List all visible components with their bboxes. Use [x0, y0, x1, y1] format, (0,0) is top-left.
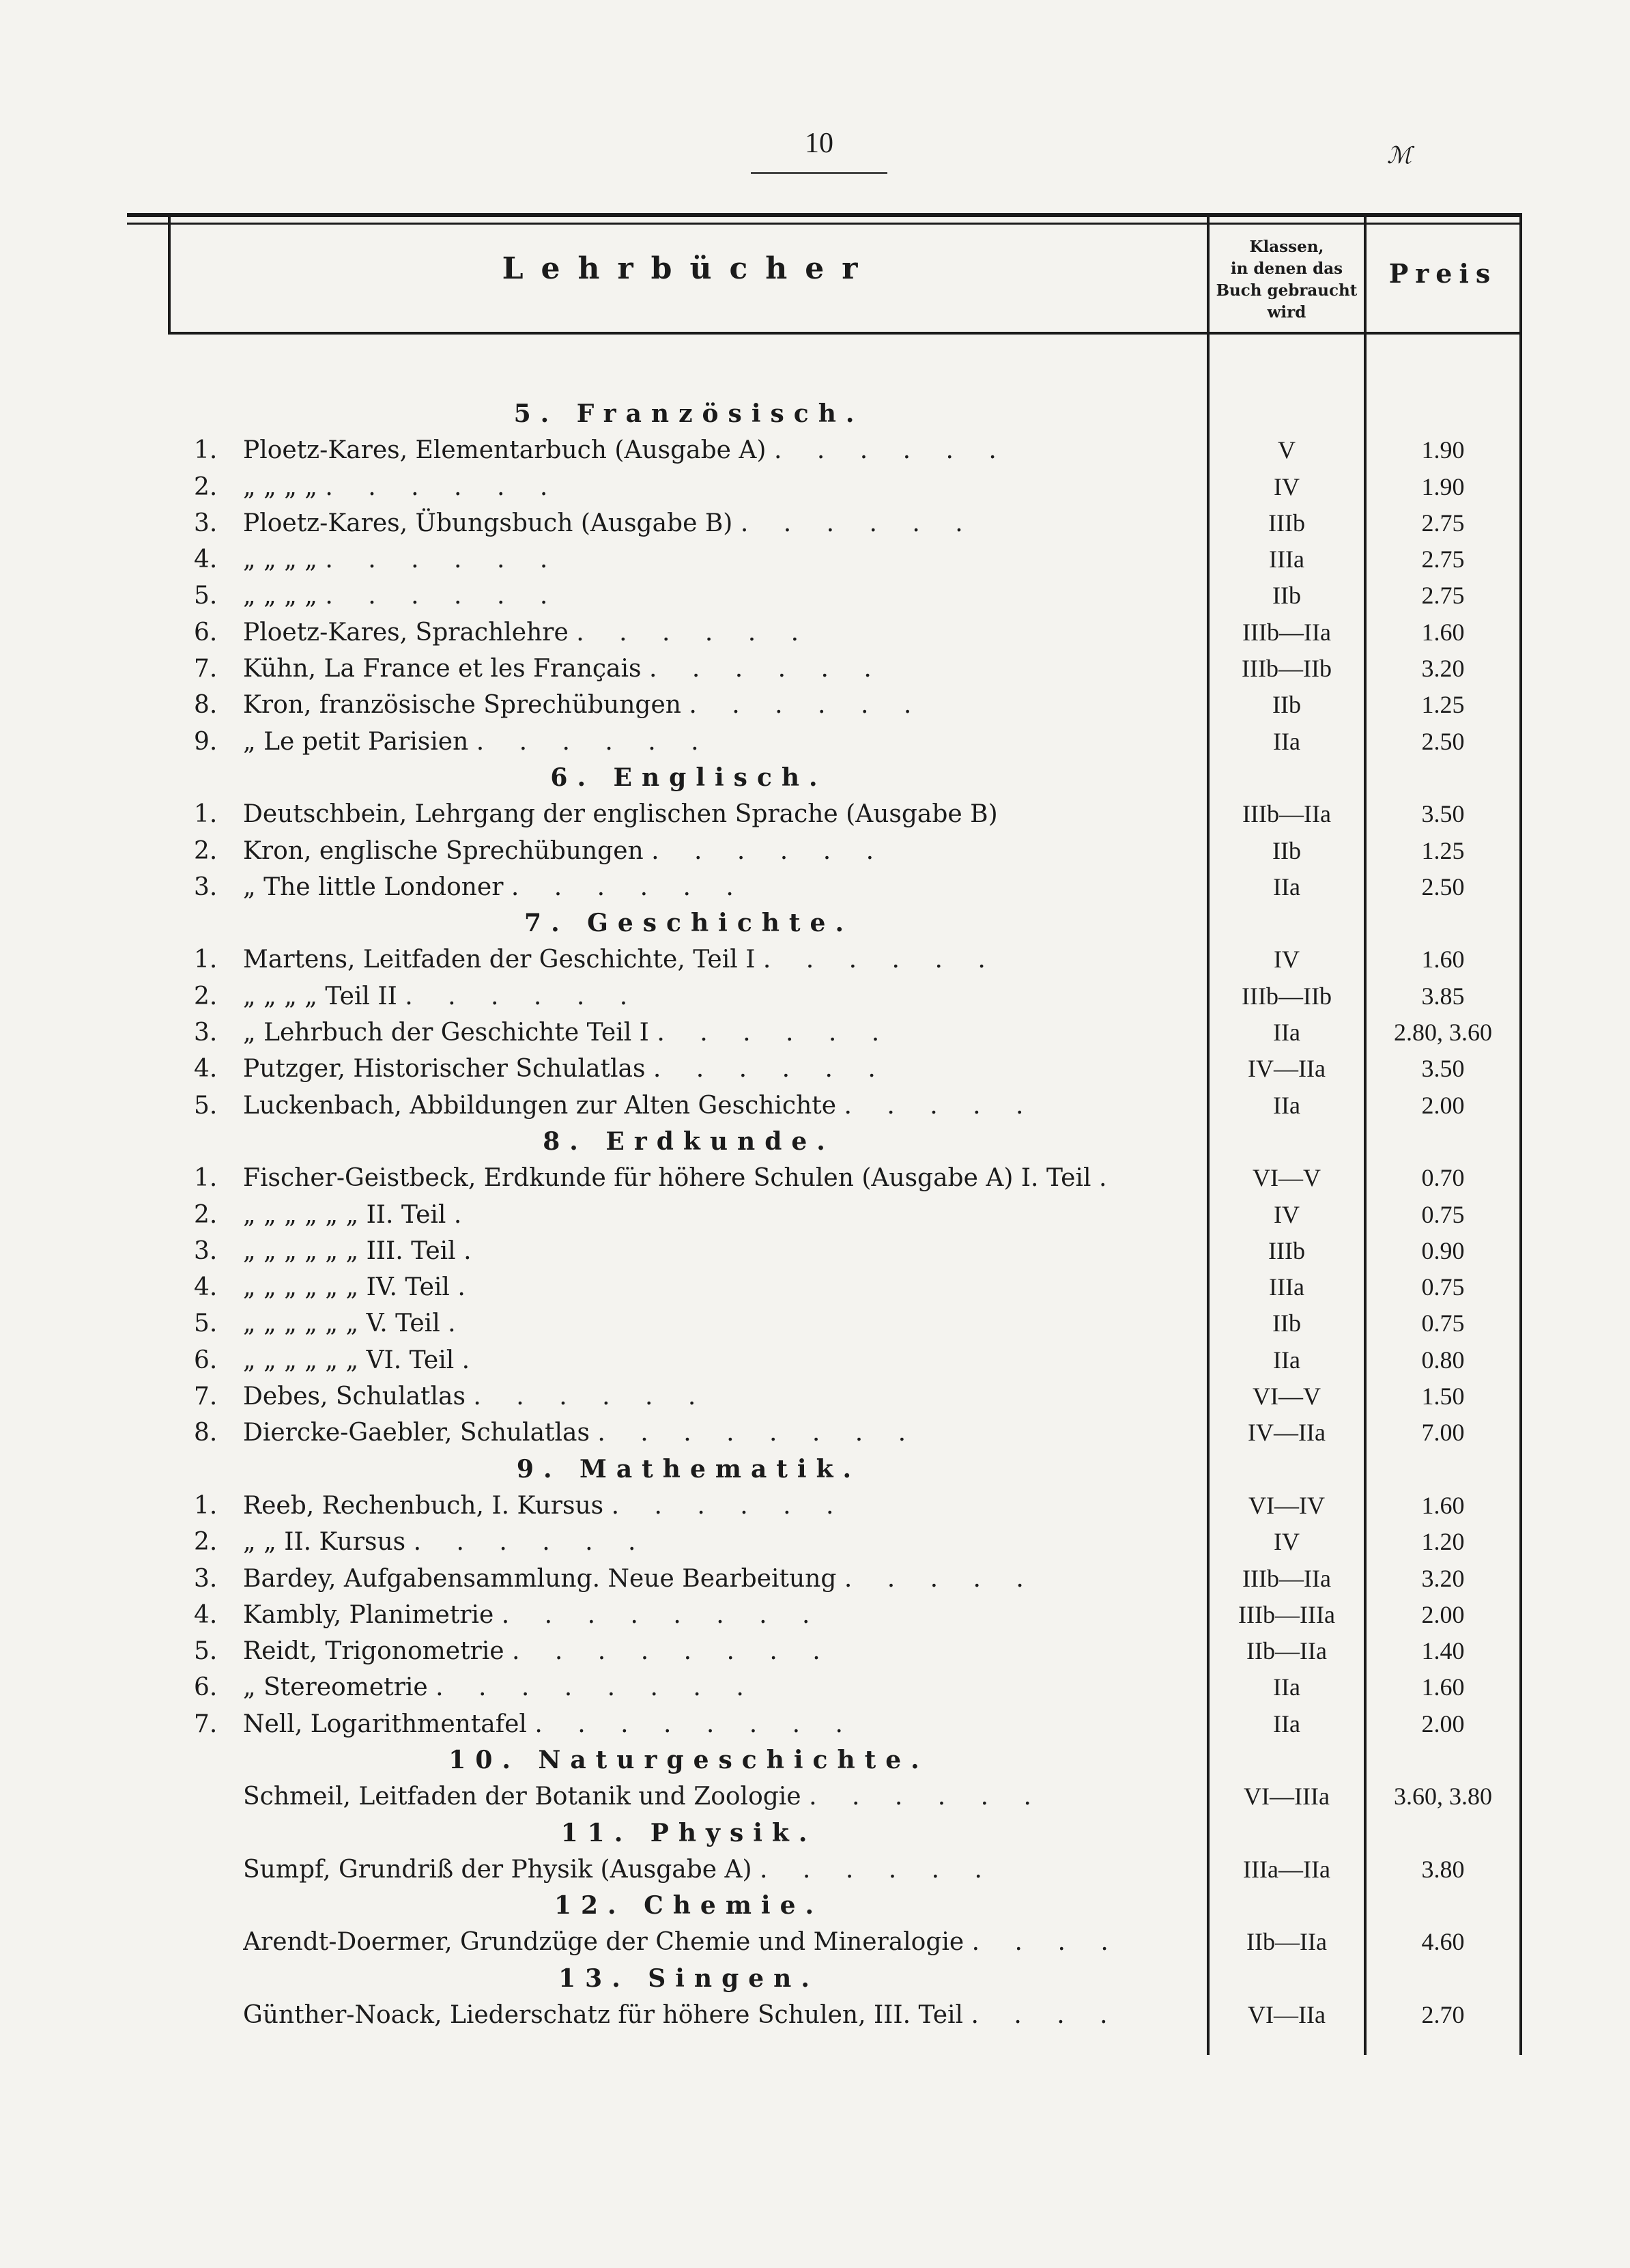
- book-title-cell: [243, 1197, 1199, 1233]
- klassen-cell: IV: [1274, 472, 1300, 500]
- currency-mark: ℳ: [1386, 142, 1412, 169]
- price-cell: 2.50: [1421, 873, 1465, 901]
- row-number: 5.: [194, 1637, 218, 1666]
- section-title: 6. Englisch.: [550, 763, 827, 792]
- book-title: „ „ „ „ „ „ IV. Teil: [243, 1273, 450, 1302]
- price-cell: 1.60: [1421, 618, 1465, 646]
- book-title: Ploetz-Kares, Sprachlehre: [243, 618, 569, 647]
- book-title-cell: [243, 432, 1199, 468]
- table-row: [127, 724, 1522, 760]
- table-row: [127, 1160, 1522, 1196]
- price-cell: 0.80: [1421, 1346, 1465, 1374]
- leader-dots: . . . . . .: [740, 509, 977, 537]
- leader-dots: . . . . .: [844, 1091, 1038, 1120]
- table-row: [127, 1015, 1522, 1051]
- klassen-cell: VI—V: [1253, 1164, 1321, 1192]
- book-title: „ „ „ „ „ „ III. Teil: [243, 1236, 456, 1265]
- table-row: [127, 1778, 1522, 1815]
- table-row: [127, 1997, 1522, 2033]
- book-title-cell: [243, 1633, 1199, 1669]
- price-cell: 2.00: [1421, 1710, 1465, 1738]
- price-cell: 1.40: [1421, 1637, 1465, 1665]
- row-number: 4.: [194, 1055, 218, 1083]
- book-title-cell: [243, 869, 1199, 905]
- table-top-rule-thin: [127, 223, 1522, 225]
- table-row: [127, 978, 1522, 1015]
- leader-dots: . . . . . .: [576, 618, 813, 647]
- section-heading: [127, 1451, 1522, 1488]
- row-number: 3.: [194, 1236, 218, 1265]
- book-title: „ „ „ „ „ „ V. Teil: [243, 1309, 440, 1338]
- price-cell: 2.50: [1421, 727, 1465, 755]
- section-heading: [127, 1815, 1522, 1852]
- section-heading: [127, 760, 1522, 796]
- book-title-cell: [243, 614, 1199, 651]
- book-title: Bardey, Aufgabensammlung. Neue Bearbeitung: [243, 1564, 837, 1593]
- klassen-cell: IIIb—IIa: [1242, 1564, 1331, 1592]
- leader-dots: . . . . . .: [760, 1855, 996, 1884]
- price-cell: 2.00: [1421, 1091, 1465, 1119]
- page-number: 10: [805, 128, 833, 159]
- price-cell: 0.70: [1421, 1164, 1465, 1192]
- row-number: 4.: [194, 545, 218, 574]
- price-cell: 1.25: [1421, 691, 1465, 719]
- row-number: 7.: [194, 1710, 218, 1738]
- price-cell: 1.50: [1421, 1383, 1465, 1411]
- book-title-cell: [243, 1669, 1199, 1705]
- leader-dots: . . . . . .: [511, 873, 747, 901]
- page-number-rule: [751, 172, 887, 174]
- section-title: 8. Erdkunde.: [543, 1126, 835, 1156]
- price-cell: 0.75: [1421, 1200, 1465, 1228]
- row-number: 1.: [194, 1164, 218, 1193]
- book-title: „ „ „ „: [243, 545, 317, 574]
- table-row: [127, 1233, 1522, 1269]
- row-number: 2.: [194, 472, 218, 501]
- table-row: [127, 1669, 1522, 1705]
- klassen-cell: IIa: [1273, 1346, 1300, 1374]
- leader-dots: . . . . . .: [657, 1019, 893, 1047]
- klassen-cell: IV: [1274, 1528, 1300, 1556]
- table-row: [127, 651, 1522, 687]
- leader-dots: . . . . . .: [648, 655, 885, 683]
- price-cell: 1.20: [1421, 1528, 1465, 1556]
- section-title: 12. Chemie.: [554, 1891, 824, 1920]
- row-number: 1.: [194, 1491, 218, 1520]
- book-title: Schmeil, Leitfaden der Botanik und Zoologie: [243, 1783, 801, 1811]
- table-row: [127, 1852, 1522, 1888]
- book-title: Luckenbach, Abbildungen zur Alten Geschichte: [243, 1091, 837, 1120]
- klassen-cell: IIIa: [1269, 545, 1304, 573]
- section-heading: [127, 396, 1522, 432]
- leader-dots: .: [448, 1309, 470, 1338]
- leader-dots: . . . . . .: [653, 1055, 889, 1083]
- klassen-cell: IV—IIa: [1248, 1055, 1326, 1083]
- book-title-cell: [243, 833, 1199, 869]
- book-title: Kühn, La France et les Français: [243, 655, 642, 683]
- klassen-cell: IIb: [1272, 1309, 1301, 1337]
- klassen-cell: IV: [1274, 1200, 1300, 1228]
- table-row: [127, 796, 1522, 832]
- leader-dots: . . . . .: [844, 1564, 1038, 1593]
- leader-dots: . . . . . .: [773, 436, 1010, 465]
- book-title-cell: [243, 687, 1199, 723]
- leader-dots: . . . . . .: [651, 836, 888, 865]
- book-title: Fischer-Geistbeck, Erdkunde für höhere Schulen (Ausgabe A) I. Teil: [243, 1164, 1091, 1193]
- leader-dots: . . . . . .: [476, 727, 713, 756]
- leader-dots: .: [457, 1273, 479, 1302]
- table-row: [127, 578, 1522, 614]
- leader-dots: . . . . . .: [809, 1783, 1045, 1811]
- book-title: Debes, Schulatlas: [243, 1383, 466, 1411]
- price-cell: 1.60: [1421, 1673, 1465, 1701]
- row-number: 3.: [194, 509, 218, 537]
- book-title-cell: [243, 1305, 1199, 1342]
- price-cell: 1.90: [1421, 472, 1465, 500]
- klassen-cell: IIIb: [1268, 509, 1305, 537]
- price-cell: 1.60: [1421, 1491, 1465, 1519]
- book-title-cell: [243, 1561, 1199, 1597]
- price-cell: 1.60: [1421, 946, 1465, 974]
- header-preis: Preis: [1388, 258, 1498, 289]
- klassen-cell: IIIb—IIa: [1242, 618, 1331, 646]
- klassen-cell: IIb—IIa: [1246, 1928, 1327, 1956]
- book-title: Reeb, Rechenbuch, I. Kursus: [243, 1491, 604, 1520]
- section-title: 10. Naturgeschichte.: [448, 1745, 929, 1774]
- book-title-cell: [243, 1088, 1199, 1124]
- klassen-cell: VI—IIa: [1248, 2001, 1326, 2029]
- book-title-cell: [243, 1706, 1199, 1742]
- book-title-cell: [243, 1997, 1199, 2033]
- table-row: [127, 1342, 1522, 1378]
- price-cell: 7.00: [1421, 1419, 1465, 1447]
- leader-dots: . . . . . . . .: [435, 1673, 758, 1702]
- leader-dots: .: [463, 1236, 485, 1265]
- book-title-cell: [243, 978, 1199, 1015]
- price-cell: 0.75: [1421, 1273, 1465, 1301]
- leader-dots: . . . . . .: [689, 691, 926, 720]
- book-title: Ploetz-Kares, Elementarbuch (Ausgabe A): [243, 436, 767, 465]
- row-number: 2.: [194, 982, 218, 1010]
- price-cell: 2.75: [1421, 582, 1465, 610]
- row-number: 9.: [194, 727, 218, 756]
- price-cell: 1.90: [1421, 436, 1465, 464]
- table-row: [127, 1924, 1522, 1960]
- table-row: [127, 505, 1522, 541]
- book-title: „ „ II. Kursus: [243, 1528, 406, 1557]
- leader-dots: . . . . . . . .: [534, 1710, 857, 1738]
- price-cell: 3.80: [1421, 1855, 1465, 1883]
- row-number: 1.: [194, 946, 218, 974]
- row-number: 5.: [194, 1309, 218, 1338]
- book-title-cell: [243, 1269, 1199, 1305]
- table-row: [127, 469, 1522, 505]
- book-title: Nell, Logarithmentafel: [243, 1710, 527, 1738]
- leader-dots: . . . . . .: [413, 1528, 650, 1557]
- header-klassen-line: Buch gebraucht: [1216, 281, 1358, 300]
- book-title: „ Le petit Parisien: [243, 727, 469, 756]
- row-number: 6.: [194, 1346, 218, 1374]
- leader-dots: . . . .: [971, 2001, 1121, 2030]
- row-number: 7.: [194, 1383, 218, 1411]
- book-title-cell: [243, 1051, 1199, 1087]
- leader-dots: .: [1098, 1164, 1121, 1193]
- klassen-cell: IV: [1274, 946, 1300, 974]
- header-klassen: [1210, 236, 1364, 324]
- book-title: „ „ „ „: [243, 582, 317, 610]
- book-title: „ „ „ „ „ „ VI. Teil: [243, 1346, 455, 1374]
- row-number: 3.: [194, 1019, 218, 1047]
- klassen-cell: IIb: [1272, 582, 1301, 610]
- price-cell: 3.85: [1421, 982, 1465, 1010]
- table-top-rule: [127, 213, 1522, 217]
- book-title: Kron, französische Sprechübungen: [243, 691, 681, 720]
- header-lehrbuecher: Lehrbücher: [502, 251, 876, 286]
- book-title-cell: [243, 796, 1199, 832]
- price-cell: 3.20: [1421, 655, 1465, 683]
- leader-dots: . . . . . . . .: [597, 1419, 920, 1447]
- book-title: „ „ „ „ Teil II: [243, 982, 397, 1010]
- price-cell: 3.50: [1421, 1055, 1465, 1083]
- book-title-cell: [243, 1924, 1199, 1960]
- klassen-cell: IIa: [1273, 727, 1300, 755]
- klassen-cell: VI—IV: [1248, 1491, 1325, 1519]
- klassen-cell: IIIa: [1269, 1273, 1304, 1301]
- row-number: 3.: [194, 873, 218, 901]
- price-cell: 2.70: [1421, 2001, 1465, 2029]
- row-number: 3.: [194, 1564, 218, 1593]
- row-number: 6.: [194, 1673, 218, 1702]
- table-row: [127, 614, 1522, 651]
- book-title-cell: [243, 505, 1199, 541]
- book-title-cell: [243, 469, 1199, 505]
- book-title: Diercke-Gaebler, Schulatlas: [243, 1419, 590, 1447]
- section-title: 5. Französisch.: [513, 399, 864, 428]
- section-heading: [127, 905, 1522, 941]
- row-number: 1.: [194, 800, 218, 829]
- table-body: [127, 396, 1522, 2033]
- leader-dots: .: [453, 1200, 476, 1229]
- table-row: [127, 1561, 1522, 1597]
- book-title-cell: [243, 941, 1199, 978]
- klassen-cell: IIa: [1273, 1710, 1300, 1738]
- table-row: [127, 1378, 1522, 1415]
- section-title: 13. Singen.: [558, 1964, 819, 1993]
- klassen-cell: VI—V: [1253, 1383, 1321, 1411]
- book-title-cell: [243, 1524, 1199, 1560]
- header-klassen-line: wird: [1267, 303, 1306, 322]
- book-title-cell: [243, 1342, 1199, 1378]
- section-heading: [127, 1124, 1522, 1160]
- book-title-cell: [243, 1597, 1199, 1633]
- leader-dots: .: [461, 1346, 484, 1374]
- table-row: [127, 1415, 1522, 1451]
- row-number: 2.: [194, 1200, 218, 1229]
- book-title-cell: [243, 541, 1199, 578]
- book-title: Putzger, Historischer Schulatlas: [243, 1055, 646, 1083]
- row-number: 2.: [194, 836, 218, 865]
- klassen-cell: IIa: [1273, 873, 1300, 901]
- book-title: Martens, Leitfaden der Geschichte, Teil I: [243, 946, 756, 974]
- book-title: Kambly, Planimetrie: [243, 1600, 494, 1629]
- klassen-cell: IIb—IIa: [1246, 1637, 1327, 1665]
- table-row: [127, 1197, 1522, 1233]
- book-title-cell: [243, 651, 1199, 687]
- book-title-cell: [243, 578, 1199, 614]
- row-number: 1.: [194, 436, 218, 465]
- table-row: [127, 1488, 1522, 1524]
- table-row: [127, 1051, 1522, 1087]
- klassen-cell: IIIb—IIb: [1242, 655, 1332, 683]
- klassen-cell: IIIb—IIb: [1242, 982, 1332, 1010]
- book-title: Günther-Noack, Liederschatz für höhere Schulen, III. Teil: [243, 2001, 964, 2030]
- klassen-cell: IIa: [1273, 1091, 1300, 1119]
- table-row: [127, 1706, 1522, 1742]
- header-bottom-rule: [168, 332, 1522, 335]
- row-number: 7.: [194, 655, 218, 683]
- klassen-cell: IV—IIa: [1248, 1419, 1326, 1447]
- book-title-cell: [243, 1378, 1199, 1415]
- leader-dots: . . . . . .: [473, 1383, 710, 1411]
- table-row: [127, 1269, 1522, 1305]
- table-row: [127, 1597, 1522, 1633]
- leader-dots: . . . . . .: [611, 1491, 848, 1520]
- section-title: 9. Mathematik.: [516, 1454, 861, 1484]
- leader-dots: . . . . . .: [325, 472, 562, 501]
- book-title: Kron, englische Sprechübungen: [243, 836, 644, 865]
- section-title: 7. Geschichte.: [524, 909, 853, 938]
- table-row: [127, 869, 1522, 905]
- price-cell: 3.60, 3.80: [1394, 1783, 1492, 1811]
- price-cell: 0.75: [1421, 1309, 1465, 1337]
- book-title-cell: [243, 1015, 1199, 1051]
- section-heading: [127, 1742, 1522, 1778]
- table-row: [127, 833, 1522, 869]
- table-row: [127, 1088, 1522, 1124]
- price-cell: 3.20: [1421, 1564, 1465, 1592]
- table-row: [127, 1524, 1522, 1560]
- row-number: 4.: [194, 1600, 218, 1629]
- book-title: Ploetz-Kares, Übungsbuch (Ausgabe B): [243, 509, 733, 537]
- book-title-cell: [243, 1778, 1199, 1815]
- klassen-cell: IIa: [1273, 1019, 1300, 1047]
- table-row: [127, 1633, 1522, 1669]
- row-number: 6.: [194, 618, 218, 647]
- table-row: [127, 432, 1522, 468]
- leader-dots: . . . . . .: [405, 982, 642, 1010]
- price-cell: 4.60: [1421, 1928, 1465, 1956]
- section-heading: [127, 1961, 1522, 1997]
- leader-dots: . . . .: [971, 1928, 1122, 1957]
- klassen-cell: V: [1278, 436, 1296, 464]
- row-number: 5.: [194, 1091, 218, 1120]
- book-title-cell: [243, 1852, 1199, 1888]
- row-number: 4.: [194, 1273, 218, 1302]
- klassen-cell: IIIb: [1268, 1236, 1305, 1264]
- row-number: 5.: [194, 582, 218, 610]
- klassen-cell: IIIb—IIa: [1242, 800, 1331, 828]
- book-title-cell: [243, 1415, 1199, 1451]
- book-title-cell: [243, 724, 1199, 760]
- table-row: [127, 941, 1522, 978]
- leader-dots: . . . . . .: [762, 946, 999, 974]
- row-number: 8.: [194, 1419, 218, 1447]
- row-number: 8.: [194, 691, 218, 720]
- table-row: [127, 1305, 1522, 1342]
- price-cell: 2.75: [1421, 545, 1465, 573]
- klassen-cell: VI—IIIa: [1244, 1783, 1330, 1811]
- book-title: Sumpf, Grundriß der Physik (Ausgabe A): [243, 1855, 752, 1884]
- book-title-cell: [243, 1488, 1199, 1524]
- row-number: 2.: [194, 1528, 218, 1557]
- klassen-cell: IIb: [1272, 836, 1301, 864]
- klassen-cell: IIb: [1272, 691, 1301, 719]
- table-row: [127, 541, 1522, 578]
- book-title: „ The little Londoner: [243, 873, 504, 901]
- leader-dots: . . . . . .: [325, 582, 562, 610]
- price-cell: 2.00: [1421, 1600, 1465, 1628]
- book-title: „ Lehrbuch der Geschichte Teil I: [243, 1019, 649, 1047]
- book-title: „ Stereometrie: [243, 1673, 428, 1702]
- price-cell: 1.25: [1421, 836, 1465, 864]
- book-title: „ „ „ „ „ „ II. Teil: [243, 1200, 446, 1229]
- price-cell: 2.75: [1421, 509, 1465, 537]
- leader-dots: . . . . . . . .: [512, 1637, 834, 1666]
- leader-dots: . . . . . . . .: [501, 1600, 824, 1629]
- book-title: Deutschbein, Lehrgang der englischen Sprache (Ausgabe B): [243, 800, 998, 829]
- book-title-cell: [243, 1160, 1199, 1196]
- header-klassen-line: in denen das: [1230, 259, 1343, 278]
- klassen-cell: IIa: [1273, 1673, 1300, 1701]
- klassen-cell: IIIa—IIa: [1243, 1855, 1330, 1883]
- leader-dots: . . . . . .: [325, 545, 562, 574]
- book-title: „ „ „ „: [243, 472, 317, 501]
- section-heading: [127, 1888, 1522, 1924]
- header-klassen-line: Klassen,: [1249, 238, 1324, 256]
- book-title: Reidt, Trigonometrie: [243, 1637, 504, 1666]
- price-cell: 0.90: [1421, 1236, 1465, 1264]
- section-title: 11. Physik.: [560, 1818, 817, 1847]
- price-cell: 2.80, 3.60: [1394, 1019, 1492, 1047]
- klassen-cell: IIIb—IIIa: [1238, 1600, 1335, 1628]
- table-row: [127, 687, 1522, 723]
- price-cell: 3.50: [1421, 800, 1465, 828]
- book-title-cell: [243, 1233, 1199, 1269]
- book-title: Arendt-Doermer, Grundzüge der Chemie und Mineralogie: [243, 1928, 964, 1957]
